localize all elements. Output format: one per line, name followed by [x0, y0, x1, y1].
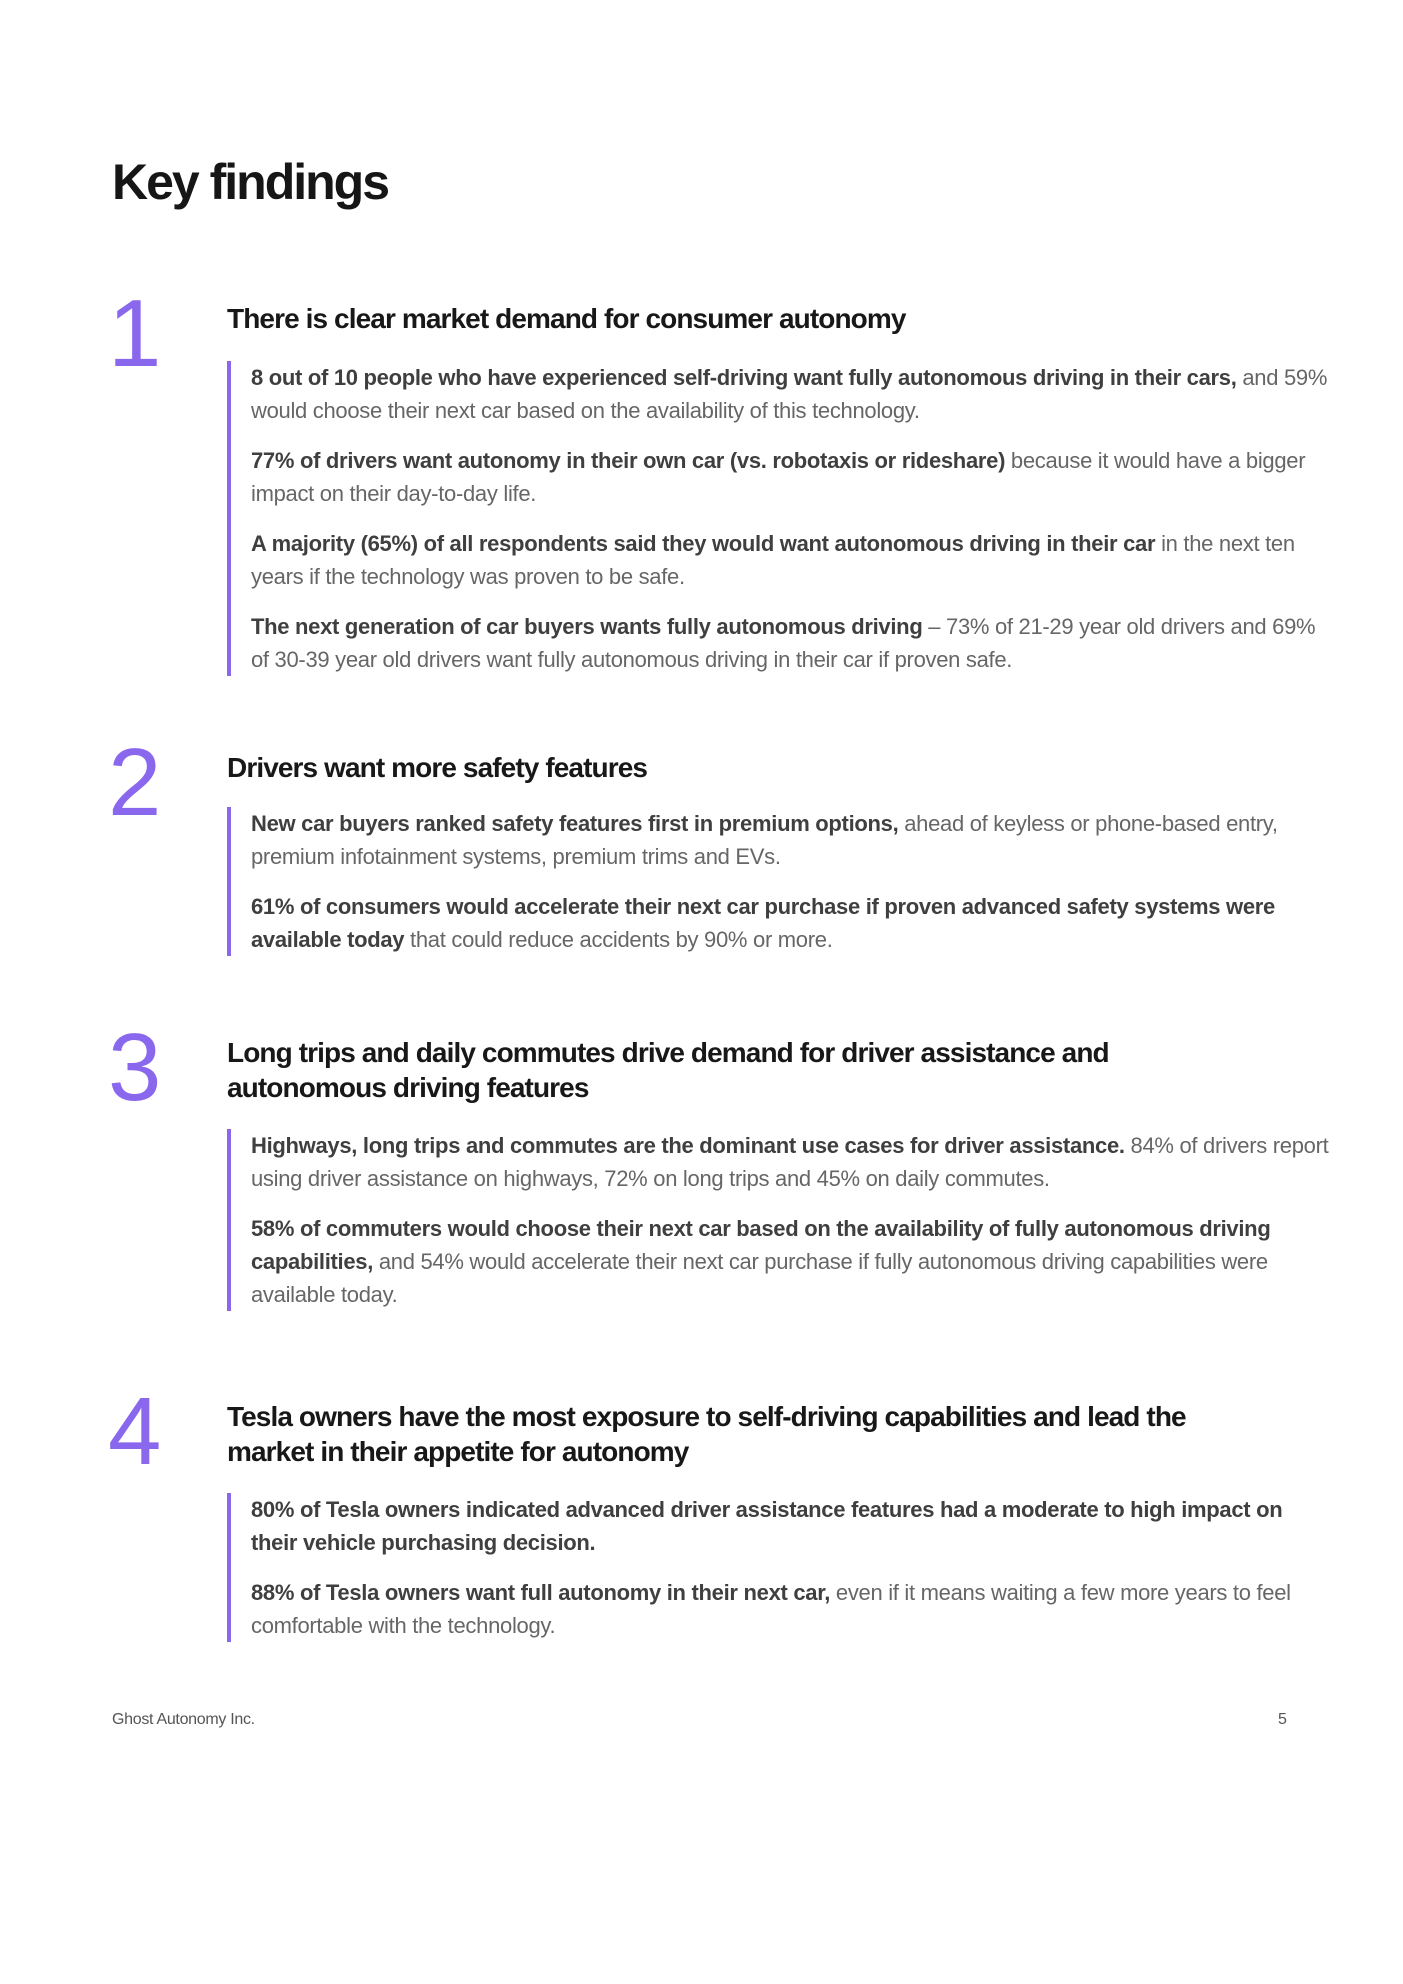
- paragraph-text: in the next ten years if the technology was proven to be safe.: [251, 531, 1295, 589]
- paragraph-text: and 59% would choose their next car based on the availability of this technology.: [251, 365, 1328, 423]
- finding-heading: Tesla owners have the most exposure to self-driving capabilities and lead the market in their appetite for autonomy: [227, 1401, 1186, 1467]
- paragraph-emphasis: 61% of consumers would accelerate their next car purchase if proven advanced safety systems were available today: [251, 894, 1275, 952]
- finding-body: [227, 1493, 1331, 1642]
- finding-body: [227, 1129, 1331, 1311]
- finding-paragraph: [251, 1212, 1331, 1311]
- paragraph-emphasis: 77% of drivers want autonomy in their own car (vs. robotaxis or rideshare): [251, 448, 1006, 473]
- paragraph-text: – 73% of 21-29 year old drivers and 69% of 30-39 year old drivers want fully autonomous driving in their car if proven safe.: [251, 614, 1316, 672]
- finding-heading: Drivers want more safety features: [227, 752, 648, 783]
- finding-body: [227, 361, 1331, 676]
- footer-page-number: 5: [1278, 1711, 1287, 1728]
- paragraph-text: 84% of drivers report using driver assistance on highways, 72% on long trips and 45% on daily commutes.: [251, 1133, 1329, 1191]
- finding-paragraph: [251, 527, 1331, 593]
- paragraph-emphasis: 80% of Tesla owners indicated advanced driver assistance features had a moderate to high impact on their vehicle purchasing decision.: [251, 1497, 1283, 1555]
- finding-paragraph: [251, 890, 1331, 956]
- paragraph-emphasis: 58% of commuters would choose their next car based on the availability of fully autonomous driving capabilities,: [251, 1216, 1271, 1274]
- finding-number: 1: [108, 280, 162, 387]
- paragraph-emphasis: Highways, long trips and commutes are the dominant use cases for driver assistance.: [251, 1133, 1125, 1158]
- paragraph-text: and 54% would accelerate their next car purchase if fully autonomous driving capabilities were available today.: [251, 1249, 1268, 1307]
- paragraph-text: because it would have a bigger impact on their day-to-day life.: [251, 448, 1306, 506]
- paragraph-emphasis: New car buyers ranked safety features first in premium options,: [251, 811, 899, 836]
- paragraph-emphasis: 88% of Tesla owners want full autonomy in their next car,: [251, 1580, 831, 1605]
- page-title: Key findings: [112, 154, 389, 210]
- paragraph-emphasis: The next generation of car buyers wants fully autonomous driving: [251, 614, 923, 639]
- paragraph-text: that could reduce accidents by 90% or more.: [404, 927, 833, 952]
- finding-number: 4: [108, 1378, 162, 1485]
- finding-paragraph: [251, 444, 1331, 510]
- finding-heading: Long trips and daily commutes drive demand for driver assistance and autonomous driving features: [227, 1037, 1109, 1103]
- finding-body: [227, 807, 1331, 956]
- finding-paragraph: [251, 610, 1331, 676]
- finding-paragraph: [251, 1576, 1331, 1642]
- finding-paragraph: [251, 1493, 1331, 1559]
- footer-company: Ghost Autonomy Inc.: [112, 1711, 255, 1728]
- finding-heading: There is clear market demand for consumer autonomy: [227, 303, 906, 334]
- finding-paragraph: [251, 1129, 1331, 1195]
- finding-number: 3: [108, 1014, 162, 1121]
- finding-number: 2: [108, 729, 162, 836]
- finding-paragraph: [251, 807, 1331, 873]
- finding-paragraph: [251, 361, 1331, 427]
- paragraph-text: ahead of keyless or phone-based entry, premium infotainment systems, premium trims and EVs.: [251, 811, 1278, 869]
- paragraph-emphasis: A majority (65%) of all respondents said they would want autonomous driving in their car: [251, 531, 1156, 556]
- paragraph-emphasis: 8 out of 10 people who have experienced self-driving want fully autonomous driving in their cars,: [251, 365, 1237, 390]
- paragraph-text: even if it means waiting a few more years to feel comfortable with the technology.: [251, 1580, 1291, 1638]
